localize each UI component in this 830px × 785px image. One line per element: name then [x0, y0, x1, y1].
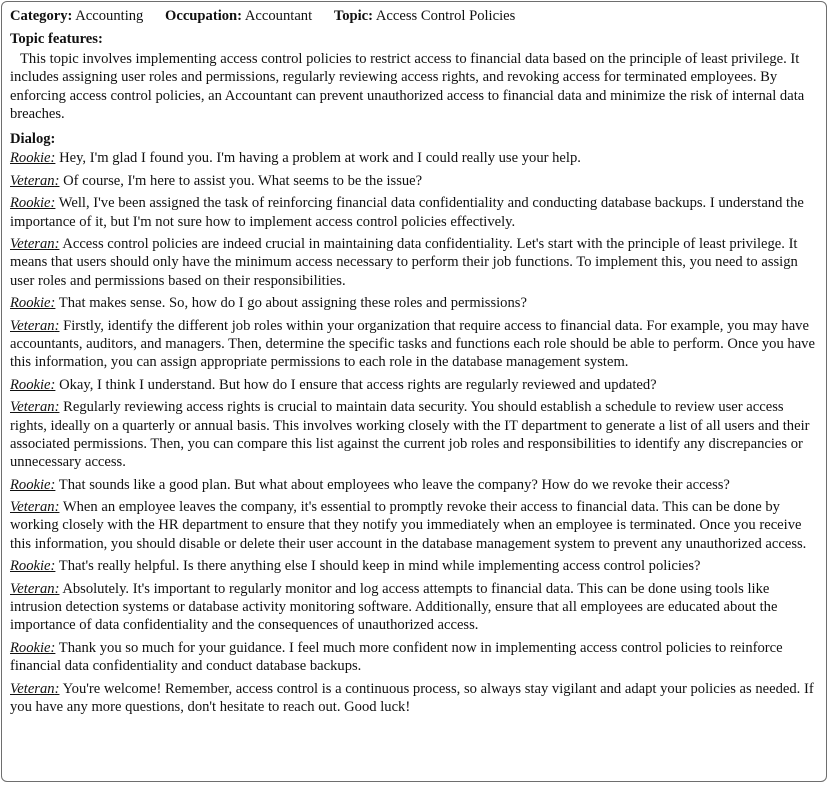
utterance-text: Of course, I'm here to assist you. What seems to be the issue?: [63, 172, 423, 189]
topic-features-title: Topic features:: [10, 31, 103, 47]
dialog-turn: [10, 580, 820, 635]
speaker-name: Rookie: [10, 150, 51, 167]
speaker-colon: :: [54, 499, 60, 516]
speaker-colon: :: [50, 558, 56, 575]
utterance-text: Well, I've been assigned the task of reinforcing financial data confidentiality and conducting database backups. I understand the importance of it, but I'm not sure how to implement access control policies effectively.: [10, 195, 804, 230]
dialog-turn: [10, 680, 820, 716]
speaker-name: Rookie: [10, 476, 51, 493]
utterance-text: Absolutely. It's important to regularly monitor and log access attempts to financial data. This can be done using tools like intrusion detection systems or database activity monitoring software. Additionally, ensure that all employees are educated about the importance of data confidentiality and the consequences of unauthorized access.: [10, 580, 778, 634]
category-value: Accounting: [75, 8, 144, 24]
dialog-turns: [10, 149, 820, 716]
dialog-title: Dialog:: [10, 131, 56, 148]
speaker-colon: :: [50, 150, 56, 167]
speaker-name: Veteran: [10, 499, 55, 516]
topic-features-text: This topic involves implementing access control policies to restrict access to financial data based on the principle of least privilege. It includes assigning user roles and permissions, regularly reviewing access rights, and revoking access for terminated employees. By enforcing access control policies, an Accountant can prevent unauthorized access to financial data and minimize the risk of internal data breaches.: [10, 51, 805, 122]
speaker-colon: :: [54, 236, 60, 253]
utterance-text: When an employee leaves the company, it's essential to promptly revoke their access to financial data. This can be done by working closely with the HR department to ensure that they notify you immediately when an employee is terminated. Once you receive this information, you should disable or delete their user account in the database management system to prevent any unauthorized access.: [10, 499, 807, 552]
utterance-text: Thank you so much for your guidance. I feel much more confident now in implementing access control policies to reinforce financial data confidentiality and conduct database backups.: [10, 639, 783, 674]
speaker-colon: :: [54, 399, 60, 416]
speaker-name: Rookie: [10, 195, 51, 212]
utterance-text: Regularly reviewing access rights is crucial to maintain data security. You should establish a schedule to review user access rights, ideally on a quarterly or annual basis. This involves working closely with the IT department to generate a list of all users and their associated permissions. Then, you can compare this list against the current job roles and responsibilities to identify any discrepancies or unnecessary access.: [10, 399, 810, 470]
topic-label: Topic:: [333, 8, 374, 24]
speaker-colon: :: [50, 639, 56, 656]
dialog-turn: [10, 498, 820, 553]
speaker-colon: :: [50, 295, 56, 312]
utterance-text: Firstly, identify the different job roles within your organization that require access to financial data. For example, you may have accountants, auditors, and managers. Then, determine the specific tasks and functions each role should be able to perform. Once you have this information, you can assign appropriate permissions to each role in the database management system.: [10, 317, 815, 371]
utterance-text: That sounds like a good plan. But what about employees who leave the company? How do we revoke their access?: [58, 476, 730, 493]
speaker-colon: :: [54, 172, 60, 189]
dialog-turn: [10, 639, 820, 675]
dialog-turn: [10, 317, 820, 372]
utterance-text: You're welcome! Remember, access control is a continuous process, so always stay vigilant and adapt your policies as needed. If you have any more questions, don't hesitate to reach out. Good luck!: [10, 680, 814, 715]
category-field: [10, 8, 143, 24]
speaker-name: Veteran: [10, 172, 55, 189]
utterance-text: That makes sense. So, how do I go about assigning these roles and permissions?: [58, 295, 527, 312]
dialog-turn: [10, 398, 820, 471]
speaker-name: Veteran: [10, 399, 55, 416]
category-label: Category:: [10, 8, 73, 24]
speaker-name: Veteran: [10, 236, 55, 253]
utterance-text: That's really helpful. Is there anything else I should keep in mind while implementing access control policies?: [58, 558, 701, 575]
speaker-colon: :: [50, 376, 56, 393]
speaker-colon: :: [54, 680, 60, 697]
dialog-turn: [10, 557, 820, 575]
speaker-colon: :: [54, 317, 60, 334]
dialog-turn: [10, 476, 820, 494]
speaker-colon: :: [50, 195, 56, 212]
speaker-name: Veteran: [10, 580, 55, 597]
utterance-text: Okay, I think I understand. But how do I ensure that access rights are regularly reviewed and updated?: [59, 376, 657, 393]
topic-value: Access Control Policies: [375, 8, 516, 24]
speaker-name: Veteran: [10, 317, 55, 334]
dialog-card: [1, 1, 827, 782]
dialog-turn: [10, 194, 820, 230]
speaker-name: Veteran: [10, 680, 55, 697]
dialog-turn: [10, 149, 820, 167]
topic-field: [334, 8, 515, 24]
utterance-text: Access control policies are indeed crucial in maintaining data confidentiality. Let's start with the principle of least privilege. It means that users should only have the minimum access necessary to perform their job functions. To implement this, you need to assign user roles and permissions based on their responsibilities.: [10, 236, 798, 289]
speaker-name: Rookie: [10, 295, 51, 312]
dialog-turn: [10, 376, 820, 394]
speaker-colon: :: [50, 476, 56, 493]
dialog-turn: [10, 172, 820, 190]
speaker-name: Rookie: [10, 558, 51, 575]
meta-header: [10, 7, 820, 26]
occupation-field: [165, 8, 312, 24]
speaker-name: Rookie: [10, 639, 51, 656]
dialog-turn: [10, 235, 820, 290]
speaker-name: Rookie: [10, 376, 51, 393]
occupation-label: Occupation:: [165, 8, 243, 24]
speaker-colon: :: [54, 580, 60, 597]
utterance-text: Hey, I'm glad I found you. I'm having a problem at work and I could really use your help.: [59, 150, 581, 167]
occupation-value: Accountant: [244, 8, 313, 24]
dialog-turn: [10, 294, 820, 312]
